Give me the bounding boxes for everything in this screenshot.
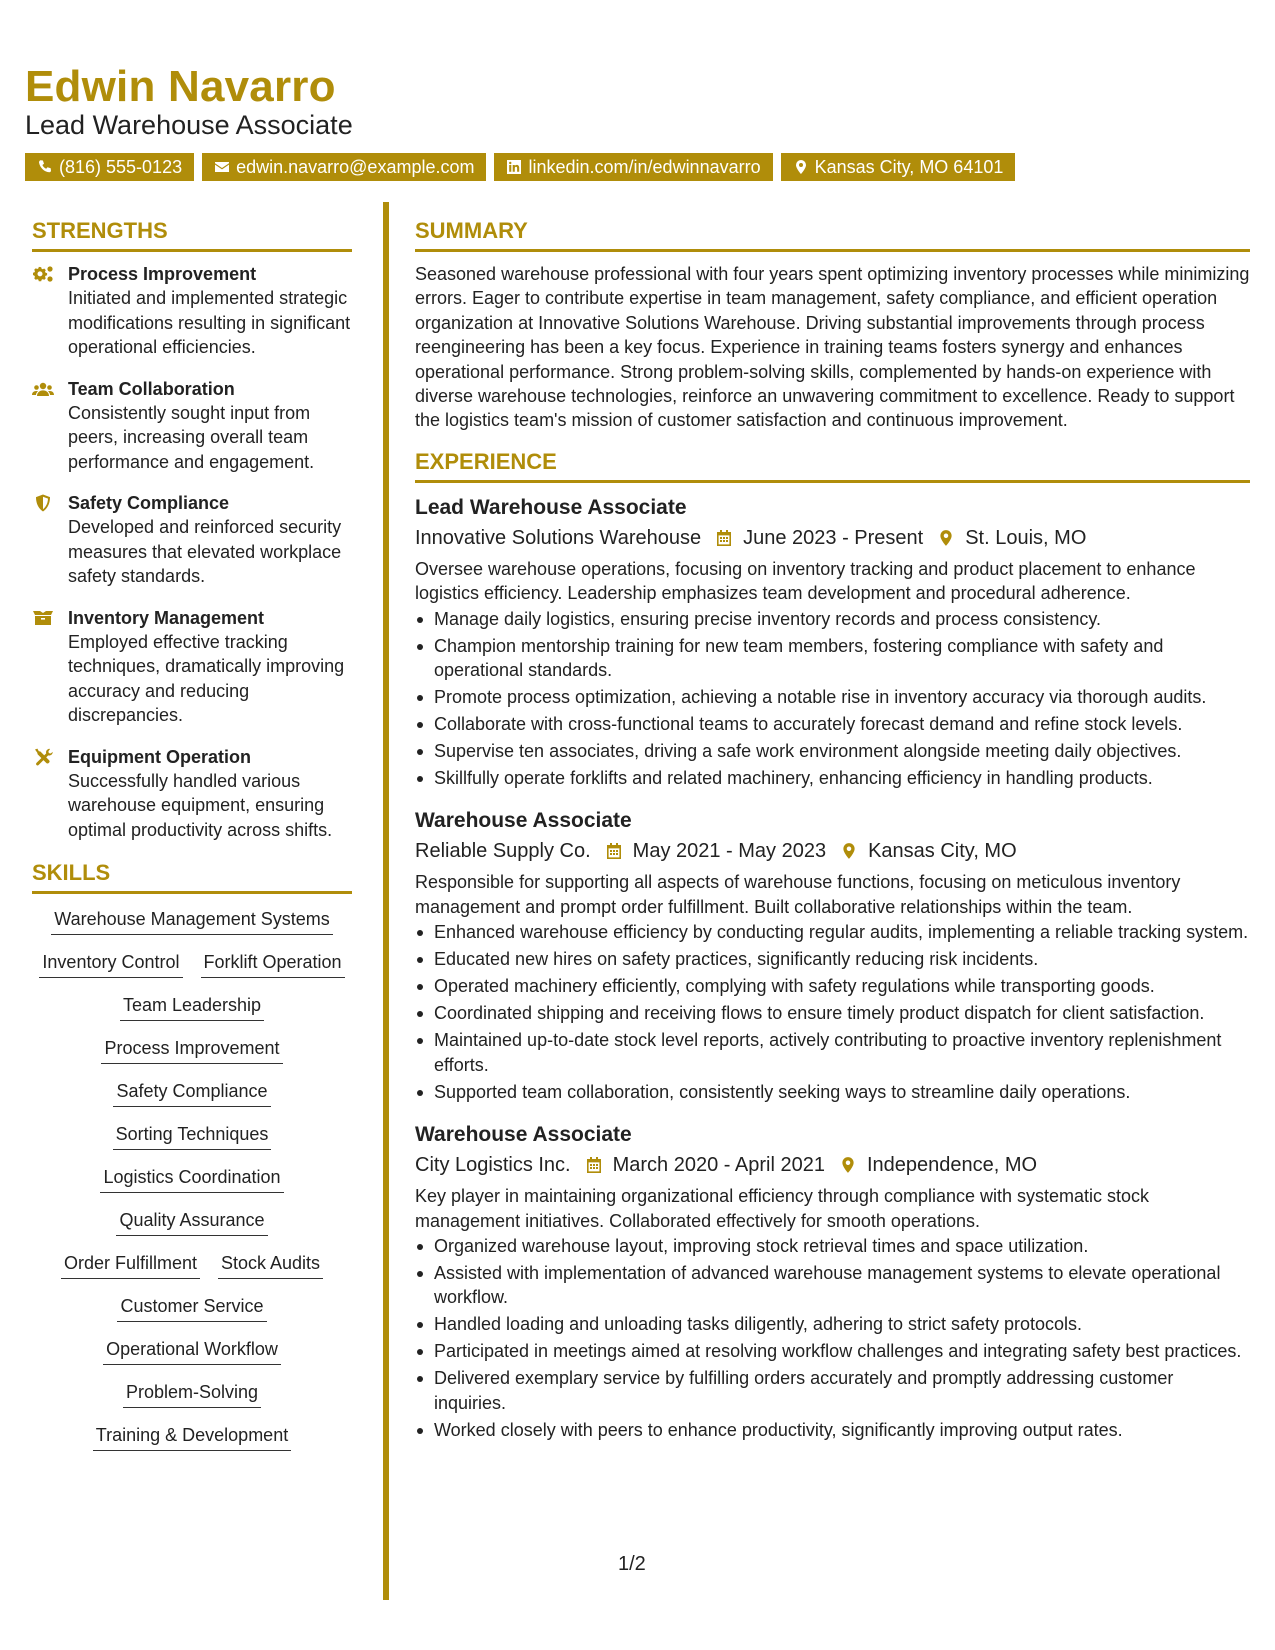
skill-tag: Order Fulfillment (61, 1252, 200, 1279)
column-divider (383, 202, 389, 1600)
job-title: Warehouse Associate (415, 809, 632, 833)
users-icon (32, 380, 54, 398)
skill-tag: Logistics Coordination (100, 1166, 283, 1193)
job-meta (415, 836, 1250, 866)
job-description: Oversee warehouse operations, focusing on inventory tracking and product placement to enhance logistics efficiency. Leadership emphasizes team development and procedural adherence. (415, 558, 1196, 604)
job-entry (415, 1120, 1250, 1442)
strength-title: Team Collaboration (68, 378, 235, 399)
skills-list (32, 904, 352, 1451)
tools-icon (32, 748, 54, 766)
strength-desc: Initiated and implemented strategic modifications resulting in significant operational efficiencies. (68, 288, 351, 357)
job-bullet: Enhanced warehouse efficiency by conducting regular audits, implementing a reliable tracking system. (415, 920, 1250, 944)
job-bullet: Collaborate with cross-functional teams to accurately forecast demand and refine stock levels. (415, 712, 1250, 736)
job-description: Responsible for supporting all aspects of warehouse functions, focusing on meticulous inventory management and prompt order fulfillment. Built collaborative relationships within the team. (415, 872, 1181, 917)
contact-location-text: Kansas City, MO 64101 (814, 157, 1004, 177)
job-bullet: Participated in meetings aimed at resolving workflow challenges and integrating safety best practices. (415, 1339, 1250, 1363)
job-location: St. Louis, MO (965, 526, 1087, 549)
job-company: City Logistics Inc. (415, 1154, 571, 1177)
strength-desc: Consistently sought input from peers, increasing overall team performance and engagement. (68, 402, 315, 472)
job-bullet: Supervise ten associates, driving a safe work environment alongside meeting daily objectives. (415, 739, 1250, 763)
map-pin-icon (839, 1156, 857, 1174)
job-bullet: Manage daily logistics, ensuring precise inventory records and process consistency. (415, 607, 1250, 631)
strength-item (32, 377, 352, 475)
skill-tag: Safety Compliance (113, 1080, 270, 1107)
job-bullets (415, 1234, 1250, 1442)
skill-tag: Inventory Control (39, 951, 182, 978)
job-title: Warehouse Associate (415, 1123, 632, 1147)
contact-email-text: edwin.navarro@example.com (236, 157, 475, 177)
job-dates: March 2020 - April 2021 (612, 1154, 825, 1177)
job-bullet: Handled loading and unloading tasks diligently, adhering to strict safety protocols. (415, 1312, 1250, 1336)
contact-location (781, 153, 1016, 181)
map-pin-icon (840, 842, 858, 860)
right-column (415, 218, 1250, 1458)
job-company: Reliable Supply Co. (415, 840, 591, 863)
contact-linkedin-text: linkedin.com/in/edwinnavarro (528, 157, 761, 177)
contact-bar (25, 153, 1015, 181)
strength-desc: Employed effective tracking techniques, dramatically improving accuracy and reducing discrepancies. (68, 631, 345, 725)
boxes-icon (32, 609, 54, 627)
job-meta (415, 523, 1250, 553)
contact-phone[interactable] (25, 153, 194, 181)
job-location: Independence, MO (866, 1154, 1038, 1177)
gears-icon (32, 265, 54, 283)
skill-tag: Sorting Techniques (113, 1123, 272, 1150)
phone-icon (37, 159, 53, 175)
candidate-title: Lead Warehouse Associate (25, 110, 353, 140)
map-pin-icon (793, 159, 809, 175)
skill-tag: Operational Workflow (103, 1338, 281, 1365)
calendar-icon (585, 1156, 603, 1174)
strength-title: Equipment Operation (68, 746, 252, 767)
job-company: Innovative Solutions Warehouse (415, 526, 702, 549)
job-bullet: Maintained up-to-date stock level reports, actively contributing to proactive inventory replenishment efforts. (415, 1028, 1250, 1077)
job-bullet: Organized warehouse layout, improving stock retrieval times and space utilization. (415, 1234, 1250, 1258)
job-location: Kansas City, MO (868, 840, 1017, 863)
job-bullet: Supported team collaboration, consistently seeking ways to streamline daily operations. (415, 1080, 1250, 1104)
job-dates: June 2023 - Present (743, 526, 924, 549)
skill-tag: Warehouse Management Systems (51, 908, 332, 935)
skill-tag: Team Leadership (120, 994, 264, 1021)
job-bullet: Educated new hires on safety practices, significantly reducing risk incidents. (415, 947, 1250, 971)
page-number: 1/2 (618, 1553, 646, 1575)
job-description: Key player in maintaining organizational efficiency through compliance with systematic stock management initiatives. Collaborated effectively for smooth operations. (415, 1186, 1150, 1231)
skill-tag: Forklift Operation (201, 951, 345, 978)
skill-tag: Customer Service (117, 1295, 266, 1322)
job-bullet: Assisted with implementation of advanced warehouse management systems to elevate operational workflow. (415, 1261, 1250, 1310)
strength-item (32, 262, 352, 360)
candidate-name: Edwin Navarro (25, 62, 336, 111)
contact-linkedin[interactable] (494, 153, 772, 181)
shield-icon (32, 494, 54, 512)
job-bullet: Coordinated shipping and receiving flows to ensure timely product dispatch for client satisfaction. (415, 1001, 1250, 1025)
strength-item (32, 606, 352, 728)
strength-desc: Successfully handled various warehouse equipment, ensuring optimal productivity across shifts. (68, 770, 333, 840)
job-bullet: Operated machinery efficiently, complying with safety regulations while transporting goods. (415, 974, 1250, 998)
job-bullet: Skillfully operate forklifts and related machinery, enhancing efficiency in handling products. (415, 766, 1250, 790)
job-bullet: Delivered exemplary service by fulfilling orders accurately and promptly addressing customer inquiries. (415, 1366, 1250, 1415)
envelope-icon (214, 159, 230, 175)
map-pin-icon (937, 529, 955, 547)
job-title: Lead Warehouse Associate (415, 495, 687, 519)
linkedin-icon (506, 159, 522, 175)
strength-title: Process Improvement (68, 264, 257, 284)
job-bullets (415, 607, 1250, 791)
job-entry (415, 493, 1250, 791)
left-column (32, 218, 352, 1467)
strength-title: Inventory Management (68, 607, 265, 628)
strength-item (32, 745, 352, 843)
skill-tag: Stock Audits (218, 1252, 323, 1279)
skill-tag: Problem-Solving (123, 1381, 261, 1408)
strength-item (32, 491, 352, 589)
job-bullet: Champion mentorship training for new team members, fostering compliance with safety and operational standards. (415, 634, 1250, 683)
experience-heading: EXPERIENCE (415, 449, 1250, 483)
job-bullet: Worked closely with peers to enhance productivity, significantly improving output rates. (415, 1418, 1250, 1442)
strength-desc: Developed and reinforced security measures that elevated workplace safety standards. (68, 517, 342, 586)
job-bullet: Promote process optimization, achieving a notable rise in inventory accuracy via thorough audits. (415, 685, 1250, 709)
job-meta (415, 1150, 1250, 1180)
skills-heading: SKILLS (32, 860, 352, 894)
job-entry (415, 806, 1250, 1104)
skill-tag: Process Improvement (101, 1037, 282, 1064)
calendar-icon (715, 529, 733, 547)
strength-title: Safety Compliance (68, 493, 230, 513)
skill-tag: Quality Assurance (116, 1209, 267, 1236)
strengths-heading: STRENGTHS (32, 218, 352, 252)
summary-text: Seasoned warehouse professional with four years spent optimizing inventory processes while minimizing errors. Eager to contribute expertise in team management, safety compliance, and efficient operation organization at Innovative Solutions Warehouse. Driving substantial improvements through process reengineering has been a key focus. Experience in training teams fosters synergy and enhances operational performance. Strong problem-solving skills, complemented by hands-on experience with diverse warehouse technologies, reinforce an unwavering commitment to excellence. Ready to support the logistics team's mission of customer satisfaction and continuous improvement. (415, 264, 1250, 431)
contact-phone-text: (816) 555-0123 (59, 157, 183, 177)
job-bullets (415, 920, 1250, 1104)
calendar-icon (605, 842, 623, 860)
skill-tag: Training & Development (93, 1424, 291, 1451)
summary-heading: SUMMARY (415, 218, 1250, 252)
contact-email[interactable] (202, 153, 486, 181)
job-dates: May 2021 - May 2023 (632, 840, 827, 863)
